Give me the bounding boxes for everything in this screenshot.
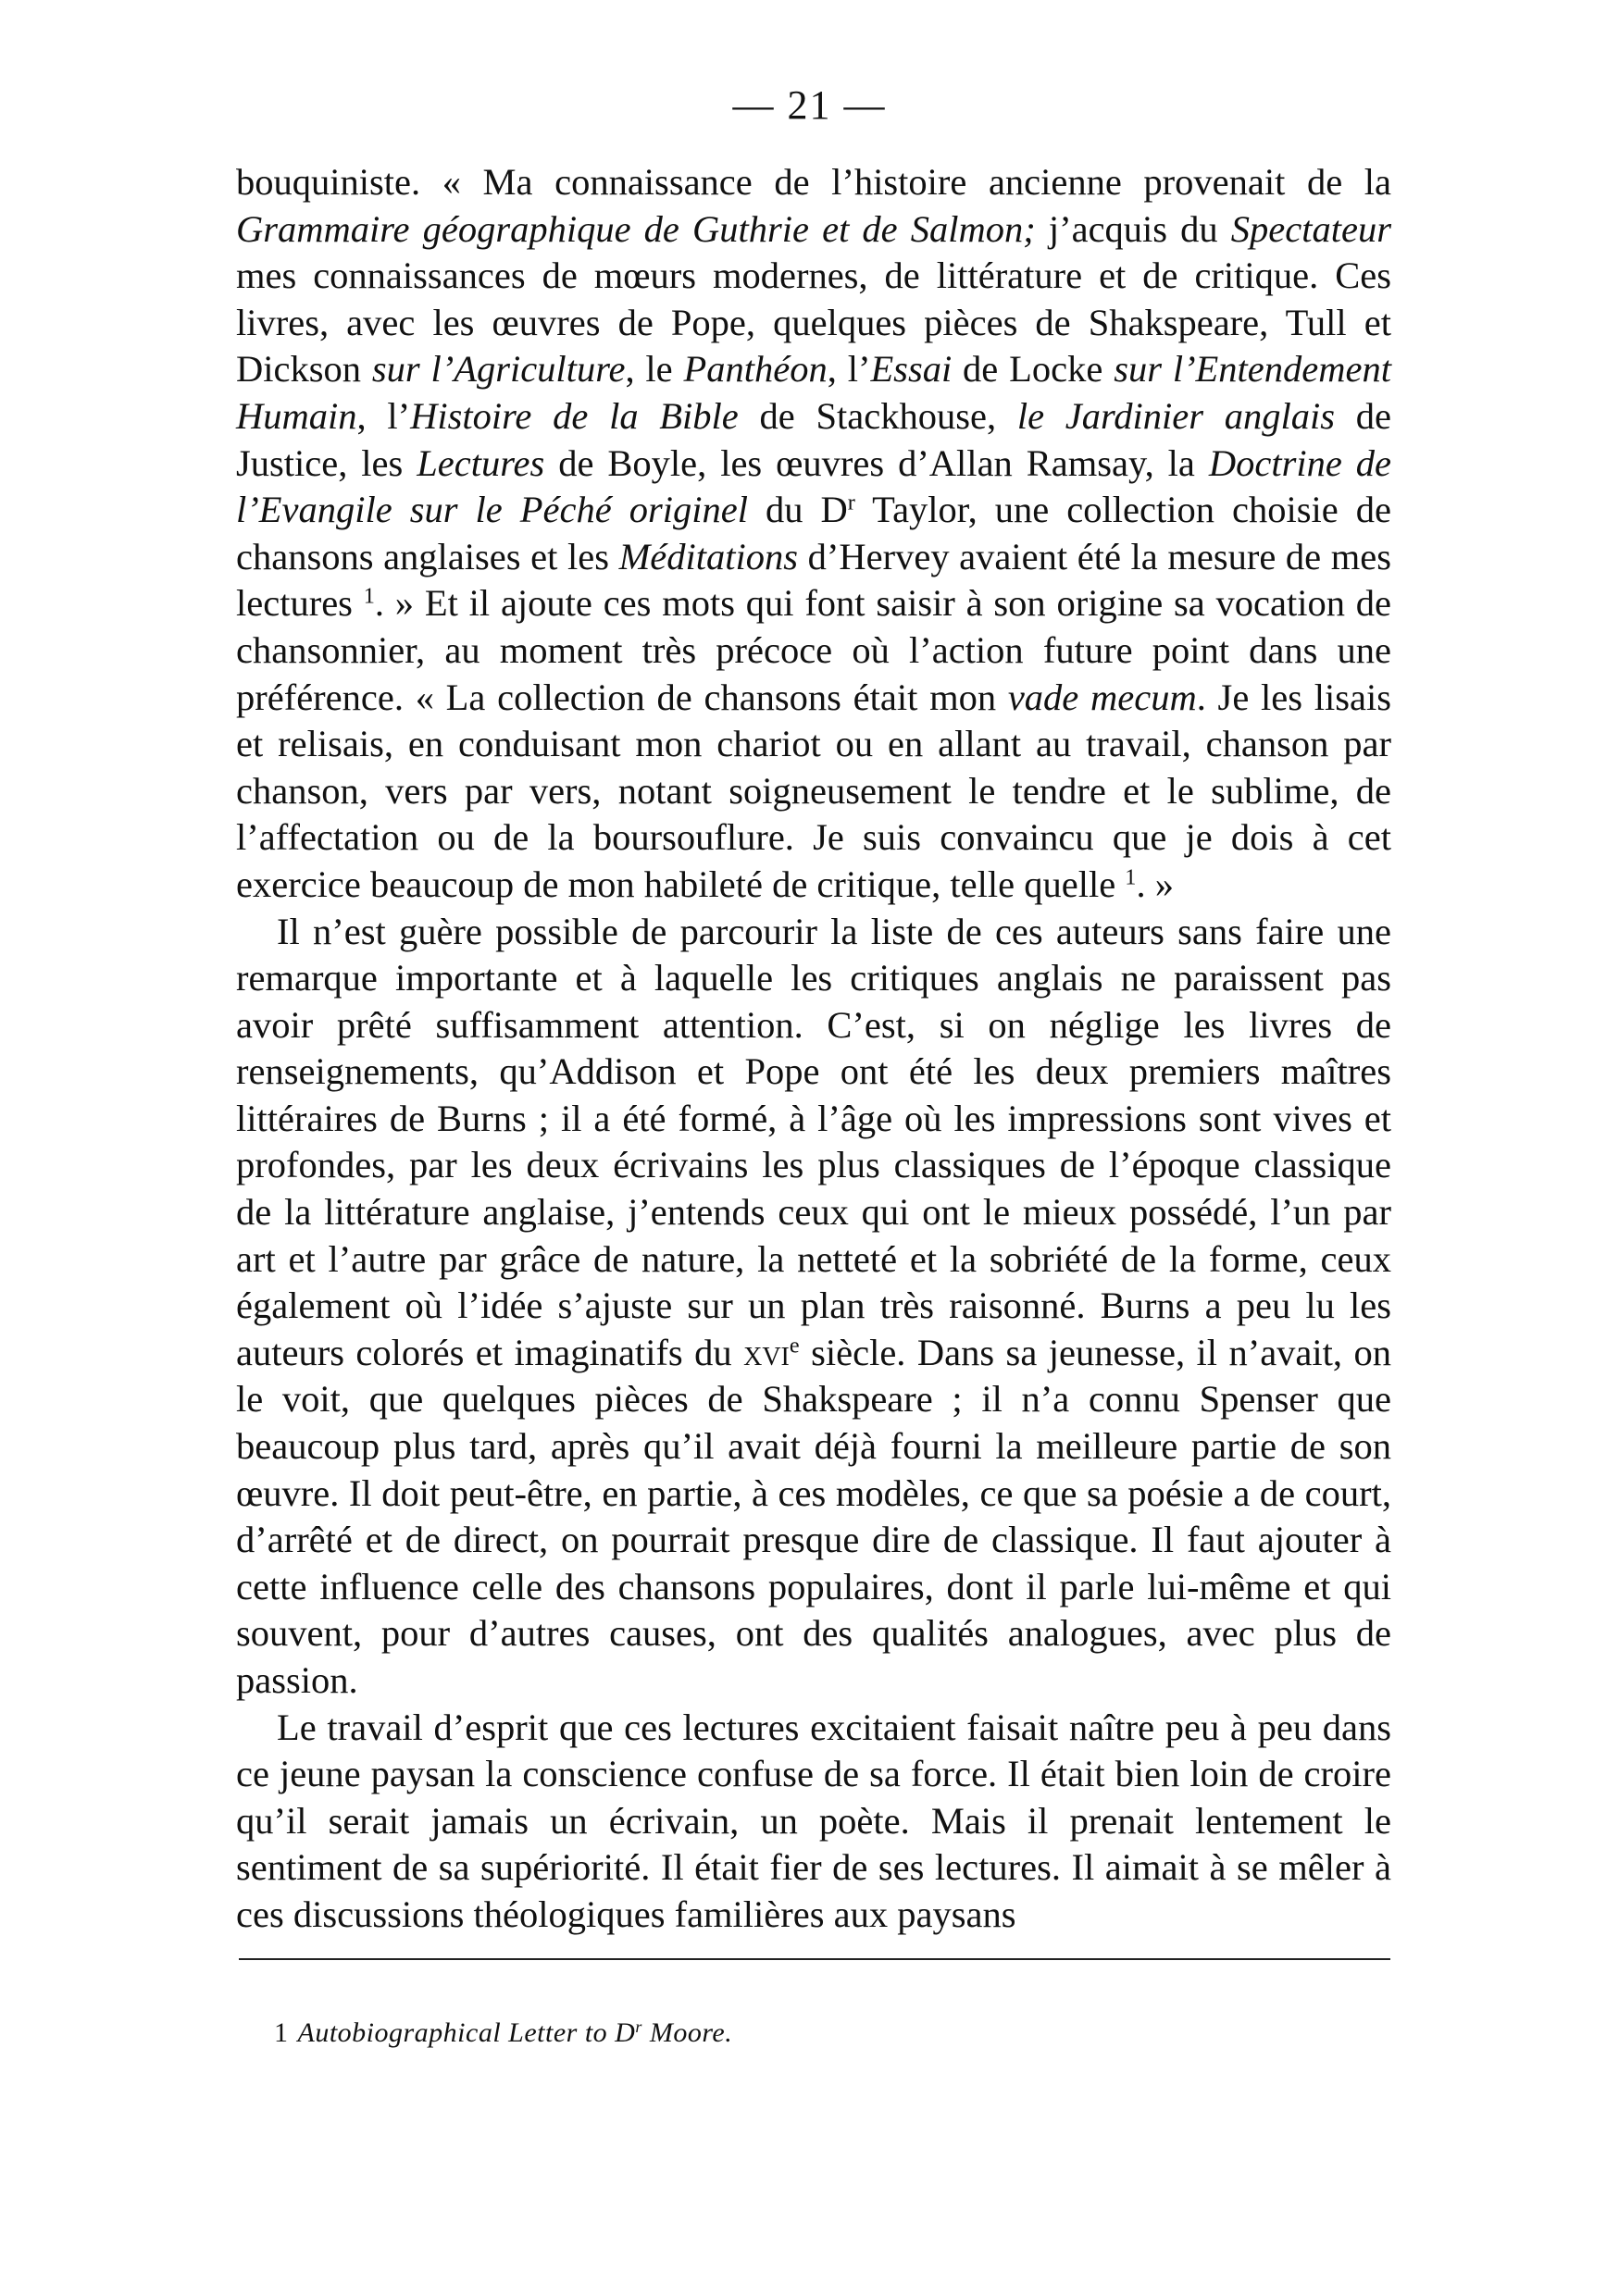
text-run: , l’ (356, 394, 411, 437)
text-run: du D (747, 489, 848, 531)
paragraph-p3 (236, 1705, 1391, 1939)
italic-title: vade mecum (1007, 676, 1197, 718)
text-run: Taylor, une collection choisie de chansons anglaises et les (236, 489, 1391, 577)
footnote-rule (239, 1958, 1390, 1960)
italic-title: le Jardinier anglais (1016, 394, 1336, 437)
italic-title: Lectures (417, 441, 545, 484)
text-run: mes connaissances de mœurs modernes, de littérature et de critique. Ces livres, avec les œuvres de Pope, quelques pièces de Shakspeare, Tull et Dickson (236, 254, 1391, 391)
italic-title: sur l’Entendement Humain (236, 348, 1391, 437)
footnote-text-end: Moore. (641, 2017, 733, 2048)
text-run: . » Et il ajoute ces mots qui font saisir à son origine sa vocation de chansonnier, au moment très précoce où l’action future point dans une préférence. « La collection de chansons était mon (236, 582, 1391, 718)
body-text (236, 159, 1391, 1939)
small-caps-text: xvi (743, 1331, 790, 1373)
footnote-number: 1 (274, 2017, 289, 2048)
text-run: siècle. Dans sa jeunesse, il n’avait, on le voit, que quelques pièces de Shakspeare ; il n’a connu Spenser que beaucoup plus tard, après qu’il avait déjà fourni la meilleure partie de son œuvre. Il doit peut-être, en partie, à ces modèles, ce que sa poésie a de court, d’arrêté et de direct, on pourrait presque dire de classique. Il faut ajouter à cette influence celle des chansons populaires, dont il parle lui-même et qui souvent, pour d’autres causes, ont des qualités analogues, avec plus de passion. (236, 1331, 1391, 1701)
text-run: d’Hervey avaient été la mesure de mes lectures (236, 535, 1391, 625)
text-run: de Justice, les (236, 394, 1391, 484)
footnote-text: Autobiographical Letter to D (297, 2017, 636, 2048)
italic-title: Panthéon (683, 348, 828, 391)
italic-title: sur l’Agriculture (371, 348, 626, 391)
italic-title: Méditations (618, 535, 799, 577)
text-run: Le travail d’esprit que ces lectures excitaient faisait naître peu à peu dans ce jeune paysan la conscience confuse de sa force. Il était bien loin de croire qu’il serait jamais un écrivain, un poète. Mais il prenait lentement le sentiment de sa supériorité. Il était fier de ses lectures. Il aimait à se mêler à ces discussions théologiques familières aux paysans (236, 1706, 1391, 1935)
italic-title: Spectateur (1230, 207, 1391, 250)
italic-title: Grammaire géographique de Guthrie et de Salmon; (236, 207, 1036, 250)
text-run: , l’ (827, 348, 871, 391)
text-run: j’acquis du (1035, 207, 1231, 250)
italic-title: Histoire de la Bible (410, 394, 739, 437)
footnote (274, 2017, 1385, 2049)
text-run: Il n’est guère possible de parcourir la liste de ces auteurs sans faire une remarque importante et à laquelle les critiques anglais ne paraissent pas avoir prêté suffisamment attention. C’est, si on néglige les livres de renseignements, qu’Addison et Pope ont été les deux premiers maîtres littéraires de Burns ; il a été formé, à l’âge où les impressions sont vives et profondes, par les deux écrivains les plus classiques de l’époque classique de la littérature anglaise, j’entends ceux qui ont le mieux possédé, l’un par art et l’autre par grâce de nature, la netteté et la sobriété de la forme, ceux également où l’idée s’ajuste sur un plan très raisonné. Burns a peu lu les auteurs colorés et imaginatifs du (236, 910, 1391, 1373)
superscript: r (847, 490, 855, 515)
text-run: , le (625, 348, 684, 391)
footnote-superscript: r (635, 2017, 642, 2037)
paragraph-p2 (236, 909, 1391, 1705)
text-run: de Stackhouse, (738, 394, 1017, 437)
paragraph-p1 (236, 159, 1391, 909)
italic-title: Essai (870, 348, 953, 391)
superscript: 1 (1125, 864, 1137, 890)
text-run: . Je les lisais et relisais, en conduisant mon chariot ou en allant au travail, chanson par chanson, vers par vers, notant soigneusement le tendre et le sublime, de l’affectation ou de la boursouflure. Je suis convaincu que je dois à cet exercice beaucoup de mon habileté de critique, telle quelle (236, 676, 1391, 905)
text-run: bouquiniste. « Ma connaissance de l’histoire ancienne provenait de la (236, 161, 1391, 203)
superscript: e (789, 1333, 800, 1359)
text-run: de Locke (952, 348, 1115, 391)
text-run: de Boyle, les œuvres d’Allan Ramsay, la (544, 441, 1209, 484)
text-run: . » (1136, 863, 1174, 905)
italic-title: Doctrine de l’Evangile sur le Péché originel (236, 441, 1392, 531)
superscript: 1 (363, 583, 375, 609)
page-number: — 21 — (732, 82, 887, 128)
